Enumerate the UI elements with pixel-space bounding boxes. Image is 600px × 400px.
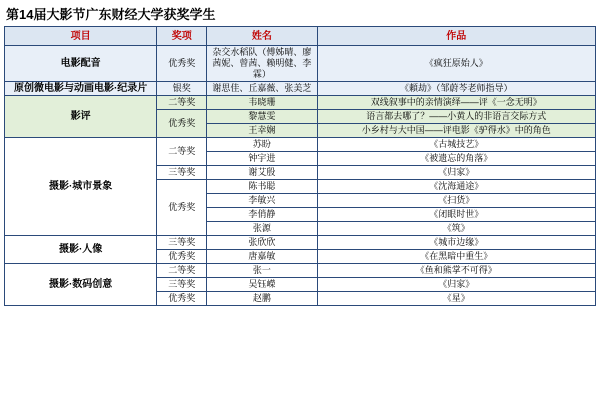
column-header-work: 作品 (317, 27, 596, 46)
cell-name: 钟宇进 (207, 152, 317, 166)
cell-prize: 二等奖 (157, 138, 207, 166)
table-row (5, 46, 596, 82)
cell-prize: 二等奖 (157, 264, 207, 278)
cell-category: 摄影·城市景象 (5, 138, 157, 236)
cell-prize: 三等奖 (157, 278, 207, 292)
cell-name: 王幸娴 (207, 124, 317, 138)
cell-prize: 优秀奖 (157, 180, 207, 236)
cell-name: 陈书聪 (207, 180, 317, 194)
column-header-category: 项目 (5, 27, 157, 46)
cell-name: 苏盼 (207, 138, 317, 152)
cell-name: 李俏静 (207, 208, 317, 222)
cell-work: 《闭眼时世》 (317, 208, 596, 222)
award-table (4, 26, 596, 306)
cell-work: 《城市边缘》 (317, 236, 596, 250)
column-header-name: 姓名 (207, 27, 317, 46)
table-header (5, 27, 596, 46)
cell-work: 《归家》 (317, 166, 596, 180)
cell-work: 《星》 (317, 292, 596, 306)
table-body (5, 46, 596, 306)
cell-name: 谢思佳、丘嘉薇、张美芝 (207, 82, 317, 96)
cell-category: 原创微电影与动画电影·纪录片 (5, 82, 157, 96)
cell-work: 《在黑暗中重生》 (317, 250, 596, 264)
table-row (5, 236, 596, 250)
column-header-prize: 奖项 (157, 27, 207, 46)
page-title: 第14届大影节广东财经大学获奖学生 (6, 7, 216, 22)
cell-name: 吴钰嶸 (207, 278, 317, 292)
cell-name: 赵鹏 (207, 292, 317, 306)
cell-prize: 银奖 (157, 82, 207, 96)
cell-name: 唐嘉敏 (207, 250, 317, 264)
cell-work: 《沈海通途》 (317, 180, 596, 194)
cell-name: 张一 (207, 264, 317, 278)
cell-name: 李敏兴 (207, 194, 317, 208)
cell-work: 《归家》 (317, 278, 596, 292)
cell-name: 谢艾殷 (207, 166, 317, 180)
cell-work: 《被遗忘的角落》 (317, 152, 596, 166)
cell-prize: 三等奖 (157, 166, 207, 180)
cell-work: 《鱼和熊掌不可得》 (317, 264, 596, 278)
cell-category: 电影配音 (5, 46, 157, 82)
cell-name: 张源 (207, 222, 317, 236)
cell-work: 《古城技艺》 (317, 138, 596, 152)
table-row (5, 138, 596, 152)
cell-name: 黎慧雯 (207, 110, 317, 124)
cell-work: 双线叙事中的亲情演绎——评《一念无明》 (317, 96, 596, 110)
table-row (5, 96, 596, 110)
cell-name: 杂交水稻队（傅姊晴、廖茜妮、曾茜、赖明健、李霖） (207, 46, 317, 82)
table-row (5, 82, 596, 96)
cell-work: 《疯狂原始人》 (317, 46, 596, 82)
cell-name: 韦晓珊 (207, 96, 317, 110)
cell-work: 小乡村与大中国——评电影《驴得水》中的角色 (317, 124, 596, 138)
cell-prize: 优秀奖 (157, 46, 207, 82)
cell-category: 影评 (5, 96, 157, 138)
cell-work: 《筑》 (317, 222, 596, 236)
table-row (5, 264, 596, 278)
cell-category: 摄影·数码创意 (5, 264, 157, 306)
cell-category: 摄影·人像 (5, 236, 157, 264)
cell-work: 语言都去哪了？——小黄人的非语言交际方式 (317, 110, 596, 124)
table-header-row (5, 27, 596, 46)
cell-prize: 优秀奖 (157, 250, 207, 264)
cell-name: 张欣欣 (207, 236, 317, 250)
cell-prize: 优秀奖 (157, 292, 207, 306)
cell-work: 《扫货》 (317, 194, 596, 208)
cell-prize: 二等奖 (157, 96, 207, 110)
cell-work: 《頼劫》（邹蔚芩老师指导） (317, 82, 596, 96)
cell-prize: 三等奖 (157, 236, 207, 250)
cell-prize: 优秀奖 (157, 110, 207, 138)
